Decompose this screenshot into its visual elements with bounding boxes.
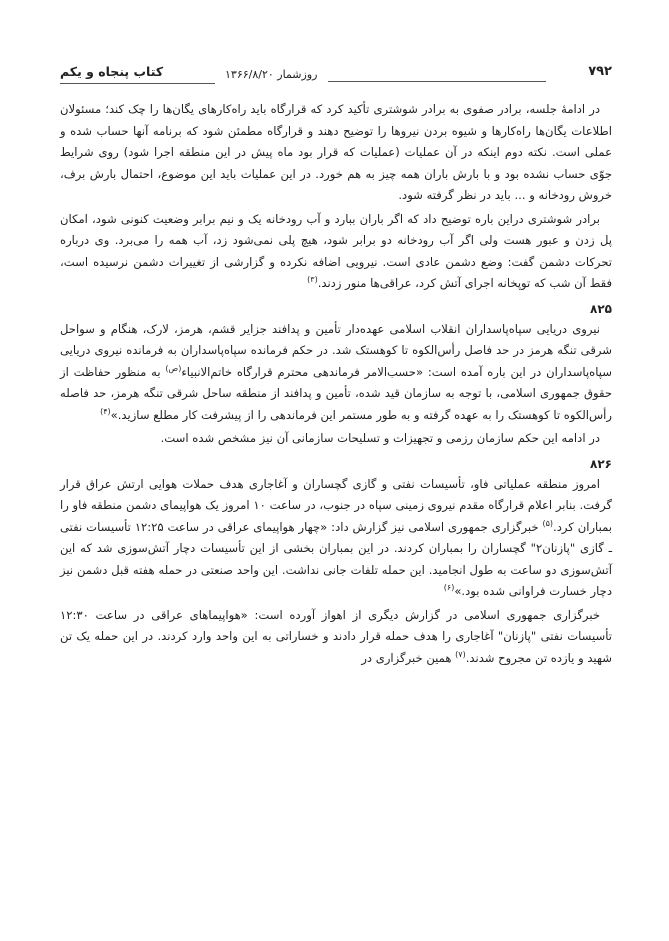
paragraph-2: برادر شوشتری دراین باره توضیح داد که اگر باران ببارد و آب رودخانه یک و نیم برابر وضعیت کنونی شود، امکان پل زدن و عبور هست ولی اگر آب رودخانه دو برابر شود، هیچ پلی نمی‌شود زد، آب همه را می‌برد. وی درباره تحرکات دشمن گفت: وضع دشمن عادی است. نیرویی اضافه نکرده و گزارشی از تغییرات دشمن نرسیده است، فقط آن شب که توپخانه اجرای آتش کرد، عراقی‌ها منور زدند.$^{(۳)}$ xyxy=(60,211,612,290)
book-title: کتاب پنجاه و یکم xyxy=(60,64,164,79)
page-header xyxy=(60,64,612,86)
paragraph-6: خبرگزاری جمهوری اسلامی در گزارش دیگری از اهواز آورده است: «هواپیماهای عراقی در ساعت ۱۲:۳۰ تأسیسات نفتی "پازنان" آغاجاری را هدف حمله قرار دادند و خساراتی به این واحد وارد کردند. در این حمله یک تن شهید و یازده تن مجروح شدند.$^{(۷)}$ همین خبرگزاری در xyxy=(60,607,612,665)
page-body xyxy=(60,99,612,671)
footnote-ref: (۵) xyxy=(542,518,554,528)
diary-date: روزشمار ۱۳۶۶/۸/۲۰ xyxy=(225,68,318,81)
header-rule-right xyxy=(328,81,546,82)
page-number: ۷۹۲ xyxy=(588,64,612,79)
paragraph-3: نیروی دریایی سپاه‌پاسداران انقلاب اسلامی عهده‌دار تأمین و پدافند جزایر قشم، هرمز، لارک، هنگام و سواحل شرقی تنگه هرمز در حد فاصل رأس‌الکوه تا کوهستک شد. در حکم فرمانده سپاه‌پاسداران به فرمانده نیروی دریایی سپاه‌پاسداران در این باره آمده است: «حسب‌الامر فرماندهی محترم قرارگاه خاتم‌الانبیاء$^{(ص)}$ به منظور حفاظت از حقوق جمهوری اسلامی، با توجه به سازمان قید شده، تأمین و پدافند از منطقه ساحل شرقی تنگه هرمز، حد فاصله رأس‌الکوه تا کوهستک را به عهده گرفته و به طور مستمر این فرماندهی را از پیشرفت کار مطلع سازید.»$^{(۴)}$ xyxy=(60,321,612,422)
footnote-ref: (۶) xyxy=(443,583,455,593)
footnote-ref: (۷) xyxy=(455,649,466,659)
paragraph-4: در ادامه این حکم سازمان رزمی و تجهیزات و تسلیحات سازمانی آن نیز مشخص شده است. xyxy=(160,431,600,445)
paragraph-1: در ادامهٔ جلسه، برادر صفوی به برادر شوشتری تأکید کرد که قرارگاه باید راه‌کارهای یگان‌ها را چک کند؛ مسئولان اطلاعات یگان‌ها راه‌کارها و شیوه بردن نیروها را توضیح دهند و قرارگاه مطمئن شود که برنامه آنها حساب شده و عملی است. نکته دوم اینکه در آن عملیات (عملیات که قرار بود ماه پیش در این منطقه اجرا شود) روی شرایط جوّی حساب نشده بود و با بارش باران همه چیز به هم خورد. در این عملیات باید این موضوع، احتمال بارش برف، خروش رودخانه و ... باید در نظر گرفته شود. xyxy=(60,102,612,202)
footnote-ref: (۳) xyxy=(307,275,318,285)
footnote-ref: (۴) xyxy=(100,406,111,416)
entry-number-826: ۸۲۶ xyxy=(590,456,612,471)
entry-number-825: ۸۲۵ xyxy=(590,301,612,316)
header-rule-left xyxy=(60,83,215,84)
honorific-sup: (ص) xyxy=(165,363,182,373)
paragraph-5: امروز منطقه عملیاتی فاو، تأسیسات نفتی و گازی گچساران و آغاجاری هدف حملات هوایی ارتش عراق قرار گرفت. بنابر اعلام قرارگاه مقدم نیروی زمینی سپاه در جنوب، در ساعت ۱۰ امروز یک هواپیمای دشمن منطقه فاو را بمباران کرد.$^{(۵)}$ خبرگزاری جمهوری اسلامی نیز گزارش داد: «چهار هواپیمای عراقی در ساعت ۱۲:۲۵ تأسیسات نفتی ـ گازی "پازنان۲" گچساران را بمباران کردند. در این بمباران بخشی از این تأسیسات دچار آتش‌سوزی شد که این آتش‌سوزی دو ساعت به طول انجامید. این حمله تلفات جانی نداشت. این واحد صنعتی در حمله هفته قبل دشمن نیز دچار خسارت فراوانی شده بود.»$^{(۶)}$ xyxy=(60,476,613,598)
